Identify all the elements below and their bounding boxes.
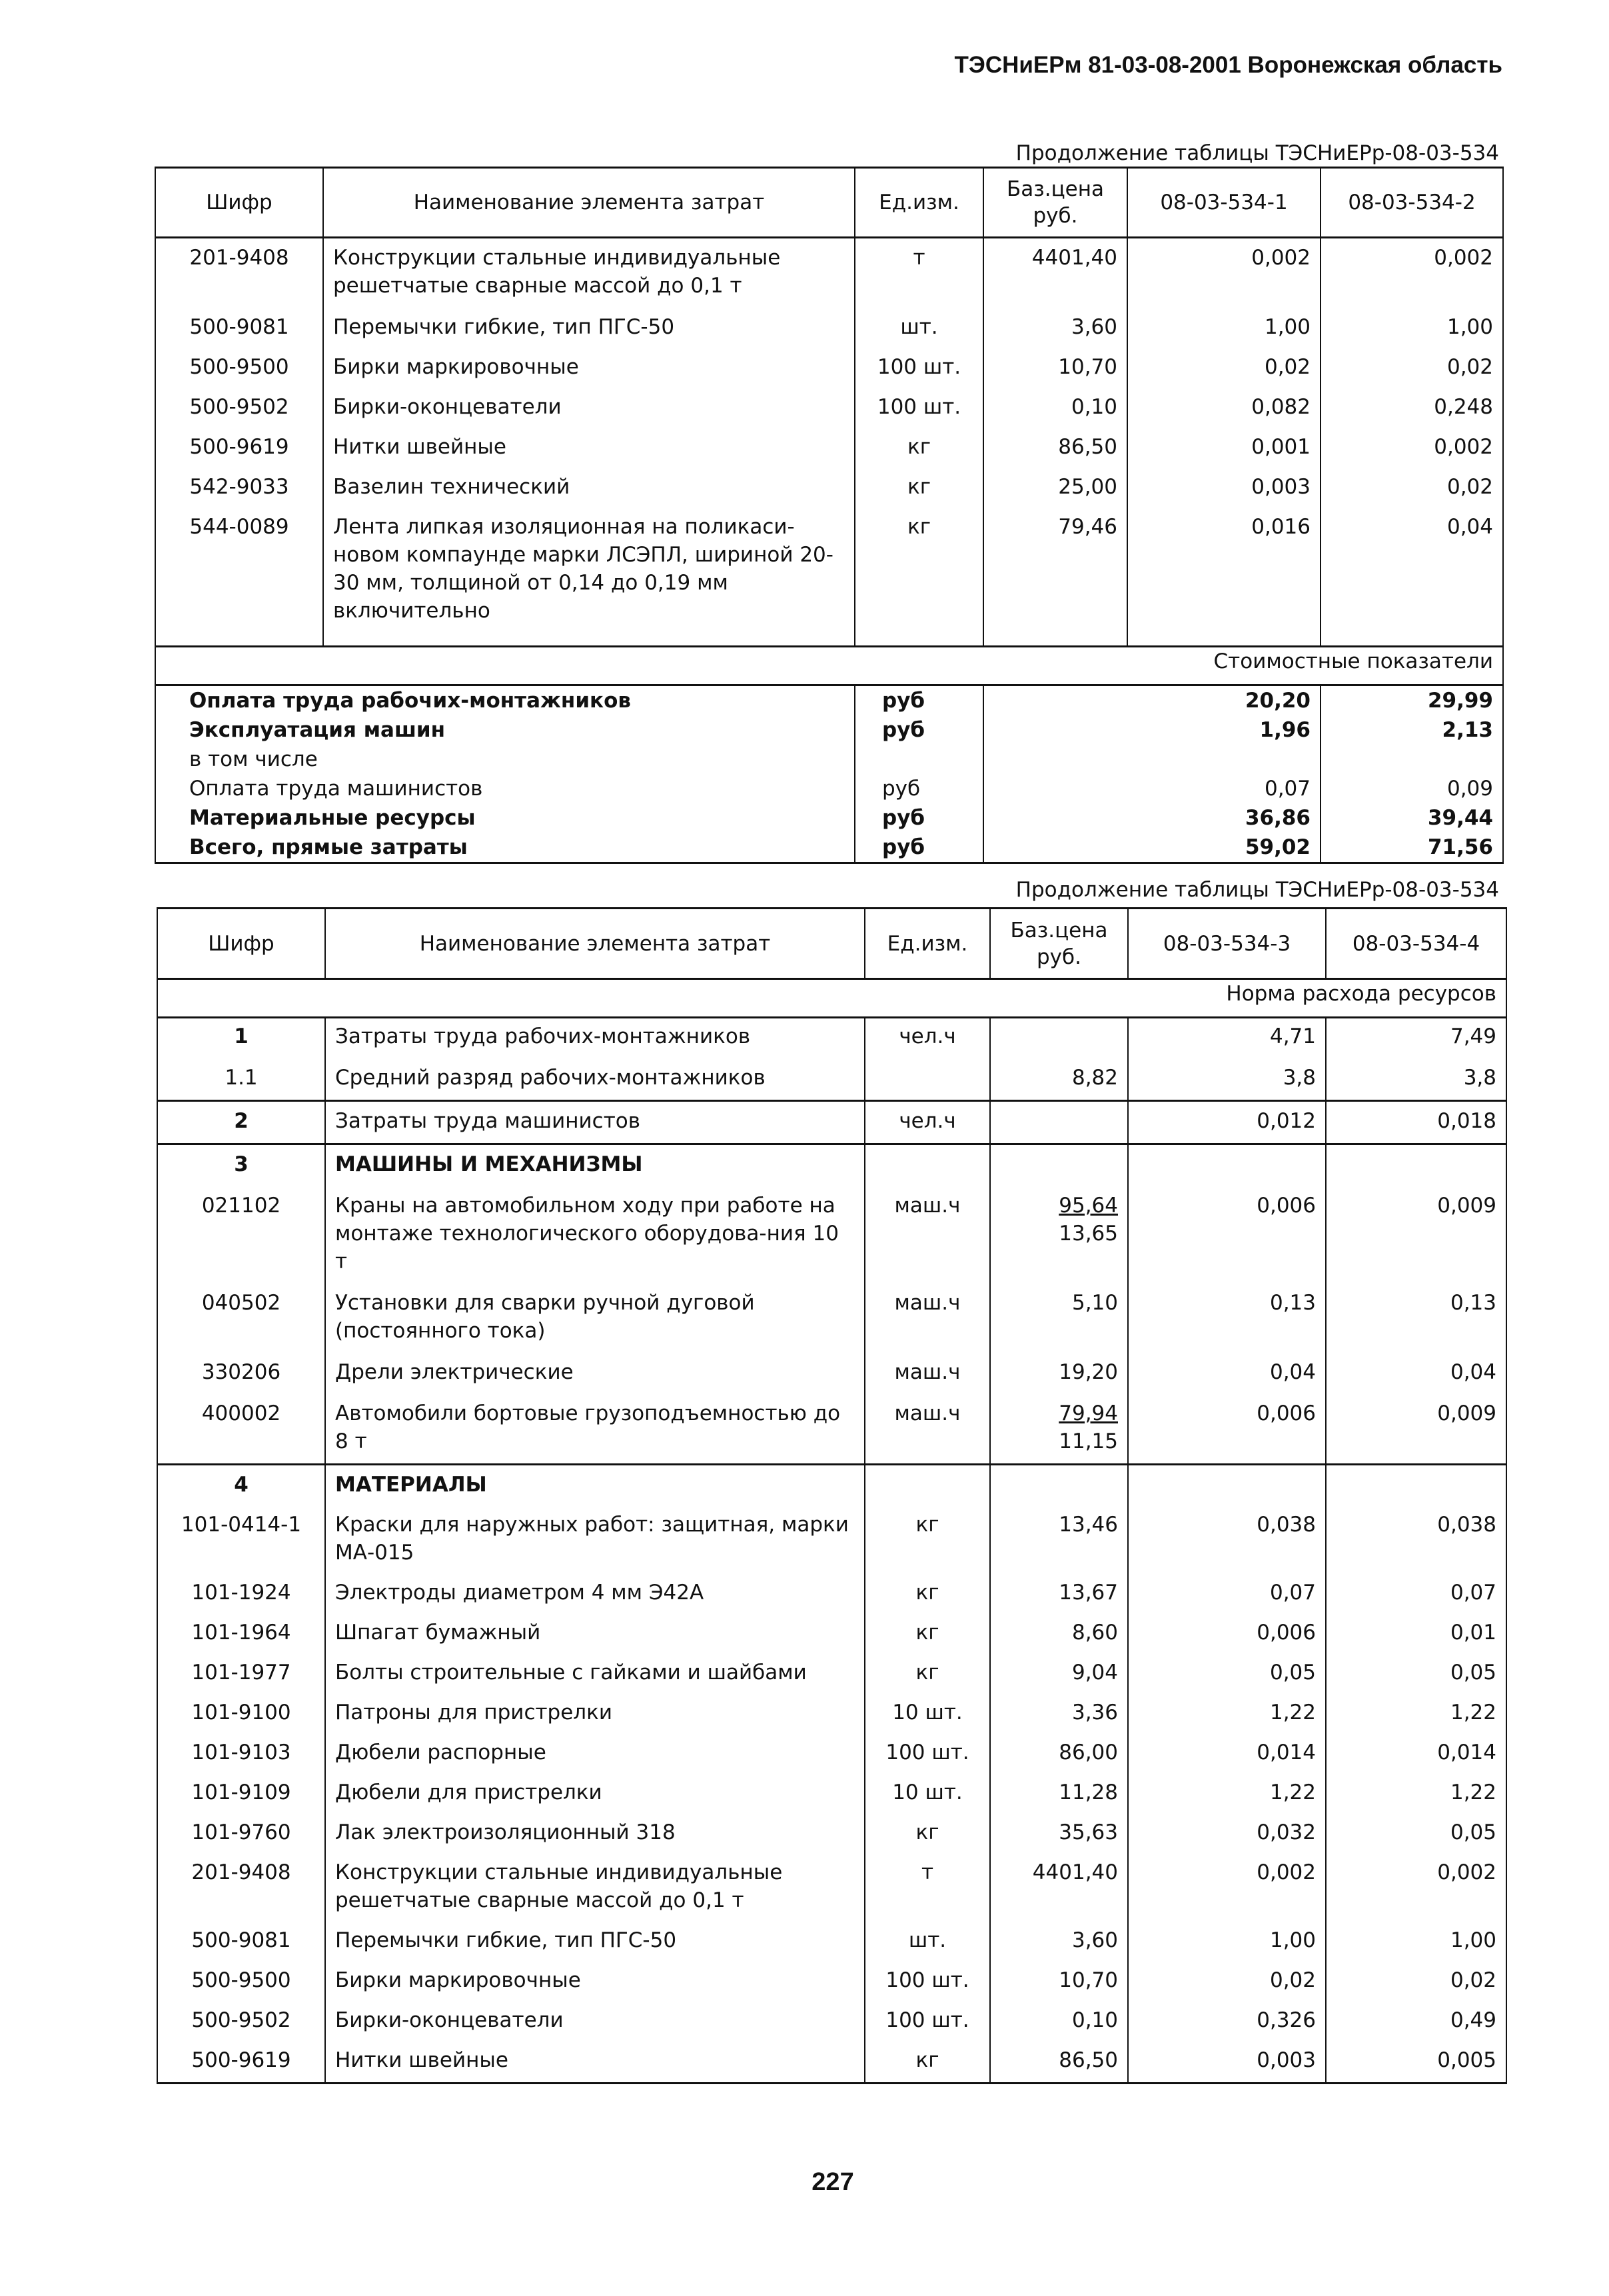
norm-value-1: 0,002	[1128, 1854, 1326, 1922]
summary-spacer	[983, 833, 1127, 863]
resource-name: Патроны для пристрелки	[325, 1695, 865, 1734]
resource-code: 4	[157, 1465, 325, 1507]
summary-row	[155, 715, 1503, 745]
base-price: 8,82	[990, 1058, 1128, 1101]
table-row	[157, 1284, 1506, 1353]
norm-value-2: 0,02	[1321, 473, 1503, 513]
norm-header: Норма расхода ресурсов	[1128, 979, 1506, 1018]
norm-value-1: 0,003	[1127, 473, 1321, 513]
base-price	[990, 1018, 1128, 1059]
table-row	[157, 1144, 1506, 1187]
table-row	[157, 1962, 1506, 2002]
norm-value-2: 7,49	[1326, 1018, 1506, 1059]
norm-value-1: 1,22	[1128, 1774, 1326, 1814]
norm-value-1	[1128, 1465, 1326, 1507]
base-price: 19,20	[990, 1353, 1128, 1394]
table-row	[157, 1018, 1506, 1059]
base-price: 11,28	[990, 1774, 1128, 1814]
page-number: 227	[811, 2168, 854, 2196]
summary-spacer	[983, 745, 1127, 774]
norm-value-2: 0,002	[1326, 1854, 1506, 1922]
base-price-primary: 95,64	[1059, 1194, 1118, 1218]
summary-value-1: 59,02	[1127, 833, 1321, 863]
base-price: 10,70	[983, 353, 1127, 393]
base-price: 35,63	[990, 1814, 1128, 1854]
table-row	[157, 1353, 1506, 1394]
base-price: 10,70	[990, 1962, 1128, 2002]
resource-code: 1.1	[157, 1058, 325, 1101]
table2-continuation: Продолжение таблицы ТЭСНиЕРр-08-03-534	[1015, 878, 1499, 902]
col-header-534-4: 08-03-534-4	[1326, 909, 1506, 979]
table-row	[157, 1774, 1506, 1814]
summary-value-1	[1127, 745, 1321, 774]
resource-name: Бирки маркировочные	[323, 353, 855, 393]
norm-value-2: 1,00	[1326, 1922, 1506, 1962]
base-price: 4401,40	[983, 238, 1127, 314]
norm-value-2: 0,02	[1321, 353, 1503, 393]
resource-code: 101-9760	[157, 1814, 325, 1854]
spacer-cell	[855, 637, 983, 646]
norm-value-1: 0,07	[1128, 1575, 1326, 1615]
norm-value-1: 0,016	[1127, 513, 1321, 637]
summary-spacer	[983, 803, 1127, 833]
norm-value-1: 4,71	[1128, 1018, 1326, 1059]
norm-value-2: 0,05	[1326, 1655, 1506, 1695]
summary-value-2	[1321, 745, 1503, 774]
base-price-secondary: 11,15	[1059, 1429, 1118, 1453]
table-row	[155, 473, 1503, 513]
table-row	[157, 2042, 1506, 2084]
resource-name: Шпагат бумажный	[325, 1615, 865, 1655]
resource-name: Бирки-оконцеватели	[325, 2002, 865, 2042]
norm-value-2: 3,8	[1326, 1058, 1506, 1101]
resource-code: 101-9103	[157, 1734, 325, 1774]
summary-value-2: 39,44	[1321, 803, 1503, 833]
table-row	[155, 433, 1503, 473]
norm-value-2	[1326, 1144, 1506, 1187]
table-row	[157, 2002, 1506, 2042]
summary-row	[155, 745, 1503, 774]
norm-value-1: 0,003	[1128, 2042, 1326, 2084]
resource-code: 201-9408	[157, 1854, 325, 1922]
base-price: 79,46	[983, 513, 1127, 637]
resource-unit: 100 шт.	[855, 393, 983, 433]
col-header-code: Шифр	[155, 168, 323, 238]
summary-value-1: 20,20	[1127, 685, 1321, 715]
norm-value-1: 0,326	[1128, 2002, 1326, 2042]
norm-value-1: 1,00	[1127, 313, 1321, 353]
table-row	[155, 313, 1503, 353]
col-header-code: Шифр	[157, 909, 325, 979]
table2	[157, 907, 1507, 2084]
norm-value-1: 0,038	[1128, 1507, 1326, 1575]
resource-unit: т	[855, 238, 983, 314]
table-row	[155, 513, 1503, 637]
resource-code: 500-9502	[157, 2002, 325, 2042]
base-price: 3,60	[990, 1922, 1128, 1962]
norm-value-1: 0,014	[1128, 1734, 1326, 1774]
norm-value-2: 0,04	[1326, 1353, 1506, 1394]
norm-value-1: 3,8	[1128, 1058, 1326, 1101]
table-row	[157, 1507, 1506, 1575]
base-price: 3,60	[983, 313, 1127, 353]
resource-code: 500-9500	[155, 353, 323, 393]
base-price: 25,00	[983, 473, 1127, 513]
norm-value-2: 0,13	[1326, 1284, 1506, 1353]
norm-value-2: 0,002	[1321, 238, 1503, 314]
summary-value-1: 0,07	[1127, 774, 1321, 803]
resource-unit: чел.ч	[865, 1018, 990, 1059]
base-price: 13,46	[990, 1507, 1128, 1575]
norm-value-2: 1,00	[1321, 313, 1503, 353]
resource-unit: маш.ч	[865, 1284, 990, 1353]
norm-value-2: 0,02	[1326, 1962, 1506, 2002]
table-row	[157, 1814, 1506, 1854]
resource-unit: 10 шт.	[865, 1774, 990, 1814]
norm-value-1: 0,006	[1128, 1186, 1326, 1284]
resource-unit: кг	[855, 513, 983, 637]
table-row	[157, 1101, 1506, 1144]
resource-unit: т	[865, 1854, 990, 1922]
norm-value-2: 0,04	[1321, 513, 1503, 637]
base-price	[990, 1394, 1128, 1465]
summary-value-2: 71,56	[1321, 833, 1503, 863]
resource-code: 500-9502	[155, 393, 323, 433]
resource-name: Конструкции стальные индивидуальные решетчатые сварные массой до 0,1 т	[325, 1854, 865, 1922]
col-header-534-3: 08-03-534-3	[1128, 909, 1326, 979]
resource-code: 500-9500	[157, 1962, 325, 2002]
resource-name: Затраты труда рабочих-монтажников	[325, 1018, 865, 1059]
resource-code: 542-9033	[155, 473, 323, 513]
col-header-price: Баз.цена руб.	[983, 168, 1127, 238]
norm-value-1: 0,02	[1128, 1962, 1326, 2002]
resource-code: 400002	[157, 1394, 325, 1465]
spacer-cell	[155, 637, 323, 646]
resource-name: Дюбели для пристрелки	[325, 1774, 865, 1814]
resource-code: 101-1964	[157, 1615, 325, 1655]
summary-unit: руб	[855, 715, 983, 745]
summary-unit: руб	[855, 803, 983, 833]
summary-unit: руб	[855, 833, 983, 863]
summary-value-2: 29,99	[1321, 685, 1503, 715]
table-row	[157, 1695, 1506, 1734]
resource-name: Дрели электрические	[325, 1353, 865, 1394]
table-row	[155, 353, 1503, 393]
resource-unit: 100 шт.	[865, 1734, 990, 1774]
resource-name: Затраты труда машинистов	[325, 1101, 865, 1144]
norm-value-1: 0,012	[1128, 1101, 1326, 1144]
norm-value-1: 0,04	[1128, 1353, 1326, 1394]
resource-unit	[865, 1058, 990, 1101]
resource-unit: кг	[865, 1507, 990, 1575]
norm-value-2: 0,009	[1326, 1186, 1506, 1284]
table-row	[157, 1575, 1506, 1615]
resource-unit: маш.ч	[865, 1353, 990, 1394]
resource-name: Лак электроизоляционный 318	[325, 1814, 865, 1854]
summary-spacer	[983, 685, 1127, 715]
summary-value-2: 2,13	[1321, 715, 1503, 745]
resource-code: 101-0414-1	[157, 1507, 325, 1575]
resource-unit: шт.	[865, 1922, 990, 1962]
col-header-name: Наименование элемента затрат	[325, 909, 865, 979]
base-price	[990, 1101, 1128, 1144]
norm-value-2: 0,018	[1326, 1101, 1506, 1144]
resource-unit: 100 шт.	[855, 353, 983, 393]
norm-value-2: 0,014	[1326, 1734, 1506, 1774]
col-header-unit: Ед.изм.	[855, 168, 983, 238]
resource-name: Перемычки гибкие, тип ПГС-50	[325, 1922, 865, 1962]
base-price: 13,67	[990, 1575, 1128, 1615]
base-price: 8,60	[990, 1615, 1128, 1655]
resource-code: 040502	[157, 1284, 325, 1353]
base-price	[990, 1144, 1128, 1187]
base-price: 0,10	[983, 393, 1127, 433]
base-price: 9,04	[990, 1655, 1128, 1695]
summary-row	[155, 833, 1503, 863]
resource-name: Краны на автомобильном ходу при работе на монтаже технологического оборудова-ния 10 т	[325, 1186, 865, 1284]
table-spacer-row	[155, 637, 1503, 646]
resource-unit: 10 шт.	[865, 1695, 990, 1734]
resource-code: 330206	[157, 1353, 325, 1394]
base-price: 5,10	[990, 1284, 1128, 1353]
norm-value-2: 0,07	[1326, 1575, 1506, 1615]
norm-value-2: 0,05	[1326, 1814, 1506, 1854]
base-price: 86,50	[983, 433, 1127, 473]
resource-unit: маш.ч	[865, 1394, 990, 1465]
document-header: ТЭСНиЕРм 81-03-08-2001 Воронежская область	[954, 52, 1502, 78]
resource-code: 500-9081	[157, 1922, 325, 1962]
norm-value-2: 0,01	[1326, 1615, 1506, 1655]
base-price: 86,00	[990, 1734, 1128, 1774]
norm-value-1: 0,006	[1128, 1615, 1326, 1655]
norm-value-2: 1,22	[1326, 1695, 1506, 1734]
resource-unit: кг	[865, 1615, 990, 1655]
table1-continuation: Продолжение таблицы ТЭСНиЕРр-08-03-534	[1015, 141, 1499, 165]
resource-unit: кг	[855, 473, 983, 513]
norm-value-2: 0,49	[1326, 2002, 1506, 2042]
summary-row	[155, 685, 1503, 715]
norm-value-1: 0,006	[1128, 1394, 1326, 1465]
resource-unit: 100 шт.	[865, 2002, 990, 2042]
resource-name: Дюбели распорные	[325, 1734, 865, 1774]
summary-spacer	[983, 715, 1127, 745]
resource-unit: 100 шт.	[865, 1962, 990, 2002]
col-header-534-2: 08-03-534-2	[1321, 168, 1503, 238]
summary-name: Эксплуатация машин	[155, 715, 855, 745]
resource-unit: кг	[865, 2042, 990, 2084]
summary-spacer	[983, 774, 1127, 803]
norm-value-1: 0,001	[1127, 433, 1321, 473]
table-row	[157, 1058, 1506, 1101]
cost-header-spacer	[155, 646, 1127, 685]
resource-code: 500-9619	[155, 433, 323, 473]
summary-name: Оплата труда машинистов	[155, 774, 855, 803]
resource-code: 1	[157, 1018, 325, 1059]
resource-name: Болты строительные с гайками и шайбами	[325, 1655, 865, 1695]
table1	[155, 167, 1504, 864]
resource-unit: маш.ч	[865, 1186, 990, 1284]
norm-value-1: 0,002	[1127, 238, 1321, 314]
summary-name: Всего, прямые затраты	[155, 833, 855, 863]
resource-name: Перемычки гибкие, тип ПГС-50	[323, 313, 855, 353]
spacer-cell	[1321, 637, 1503, 646]
summary-row	[155, 774, 1503, 803]
resource-code: 021102	[157, 1186, 325, 1284]
norm-value-1: 0,082	[1127, 393, 1321, 433]
table-row	[157, 1394, 1506, 1465]
summary-row	[155, 803, 1503, 833]
resource-name: Бирки-оконцеватели	[323, 393, 855, 433]
resource-unit: кг	[855, 433, 983, 473]
table-row	[157, 1615, 1506, 1655]
col-header-price: Баз.цена руб.	[990, 909, 1128, 979]
summary-unit: руб	[855, 774, 983, 803]
table-row	[157, 1465, 1506, 1507]
table-row	[157, 1734, 1506, 1774]
spacer-cell	[1127, 637, 1321, 646]
col-header-534-1: 08-03-534-1	[1127, 168, 1321, 238]
norm-value-1: 0,032	[1128, 1814, 1326, 1854]
resource-code: 201-9408	[155, 238, 323, 314]
base-price-secondary: 13,65	[1059, 1222, 1118, 1246]
base-price	[990, 1186, 1128, 1284]
resource-name: МАШИНЫ И МЕХАНИЗМЫ	[325, 1144, 865, 1187]
col-header-unit: Ед.изм.	[865, 909, 990, 979]
cost-header: Стоимостные показатели	[1127, 646, 1503, 685]
norm-value-1	[1128, 1144, 1326, 1187]
resource-name: Автомобили бортовые грузоподъемностью до 8 т	[325, 1394, 865, 1465]
norm-value-2: 1,22	[1326, 1774, 1506, 1814]
base-price	[990, 1465, 1128, 1507]
resource-unit: шт.	[855, 313, 983, 353]
base-price-primary: 79,94	[1059, 1401, 1118, 1425]
resource-code: 500-9619	[157, 2042, 325, 2084]
resource-code: 101-9109	[157, 1774, 325, 1814]
norm-value-1: 0,13	[1128, 1284, 1326, 1353]
resource-name: Конструкции стальные индивидуальные решетчатые сварные массой до 0,1 т	[323, 238, 855, 314]
resource-name: МАТЕРИАЛЫ	[325, 1465, 865, 1507]
resource-code: 2	[157, 1101, 325, 1144]
resource-name: Нитки швейные	[325, 2042, 865, 2084]
summary-unit	[855, 745, 983, 774]
resource-unit	[865, 1144, 990, 1187]
norm-value-2: 0,009	[1326, 1394, 1506, 1465]
norm-value-1: 0,02	[1127, 353, 1321, 393]
resource-name: Лента липкая изоляционная на поликаси-новом компаунде марки ЛСЭПЛ, шириной 20-30 мм, толщиной от 0,14 до 0,19 мм включительно	[323, 513, 855, 637]
norm-value-1: 0,05	[1128, 1655, 1326, 1695]
spacer-cell	[323, 637, 855, 646]
norm-value-1: 1,00	[1128, 1922, 1326, 1962]
summary-name: Материальные ресурсы	[155, 803, 855, 833]
resource-unit: кг	[865, 1575, 990, 1615]
col-header-name: Наименование элемента затрат	[323, 168, 855, 238]
norm-value-2: 0,038	[1326, 1507, 1506, 1575]
resource-name: Нитки швейные	[323, 433, 855, 473]
resource-name: Бирки маркировочные	[325, 1962, 865, 2002]
base-price: 3,36	[990, 1695, 1128, 1734]
norm-value-2: 0,002	[1321, 433, 1503, 473]
resource-name: Краски для наружных работ: защитная, марки МА-015	[325, 1507, 865, 1575]
base-price: 0,10	[990, 2002, 1128, 2042]
resource-name: Средний разряд рабочих-монтажников	[325, 1058, 865, 1101]
summary-value-2: 0,09	[1321, 774, 1503, 803]
resource-code: 101-9100	[157, 1695, 325, 1734]
spacer-cell	[983, 637, 1127, 646]
summary-name: в том числе	[155, 745, 855, 774]
resource-unit: кг	[865, 1655, 990, 1695]
norm-value-1: 1,22	[1128, 1695, 1326, 1734]
resource-code: 3	[157, 1144, 325, 1187]
summary-value-1: 1,96	[1127, 715, 1321, 745]
table-row	[155, 393, 1503, 433]
norm-value-2: 0,005	[1326, 2042, 1506, 2084]
table-row	[155, 238, 1503, 314]
resource-unit: чел.ч	[865, 1101, 990, 1144]
table-row	[157, 1186, 1506, 1284]
norm-value-2	[1326, 1465, 1506, 1507]
norm-value-2: 0,248	[1321, 393, 1503, 433]
resource-name: Установки для сварки ручной дуговой (постоянного тока)	[325, 1284, 865, 1353]
base-price: 86,50	[990, 2042, 1128, 2084]
resource-code: 101-1977	[157, 1655, 325, 1695]
resource-code: 544-0089	[155, 513, 323, 637]
norm-header-spacer	[157, 979, 1128, 1018]
resource-name: Вазелин технический	[323, 473, 855, 513]
summary-name: Оплата труда рабочих-монтажников	[155, 685, 855, 715]
resource-code: 101-1924	[157, 1575, 325, 1615]
table-row	[157, 1922, 1506, 1962]
summary-unit: руб	[855, 685, 983, 715]
resource-name: Электроды диаметром 4 мм Э42А	[325, 1575, 865, 1615]
table-row	[157, 1854, 1506, 1922]
resource-code: 500-9081	[155, 313, 323, 353]
table-row	[157, 1655, 1506, 1695]
resource-unit: кг	[865, 1814, 990, 1854]
summary-value-1: 36,86	[1127, 803, 1321, 833]
resource-unit	[865, 1465, 990, 1507]
base-price: 4401,40	[990, 1854, 1128, 1922]
